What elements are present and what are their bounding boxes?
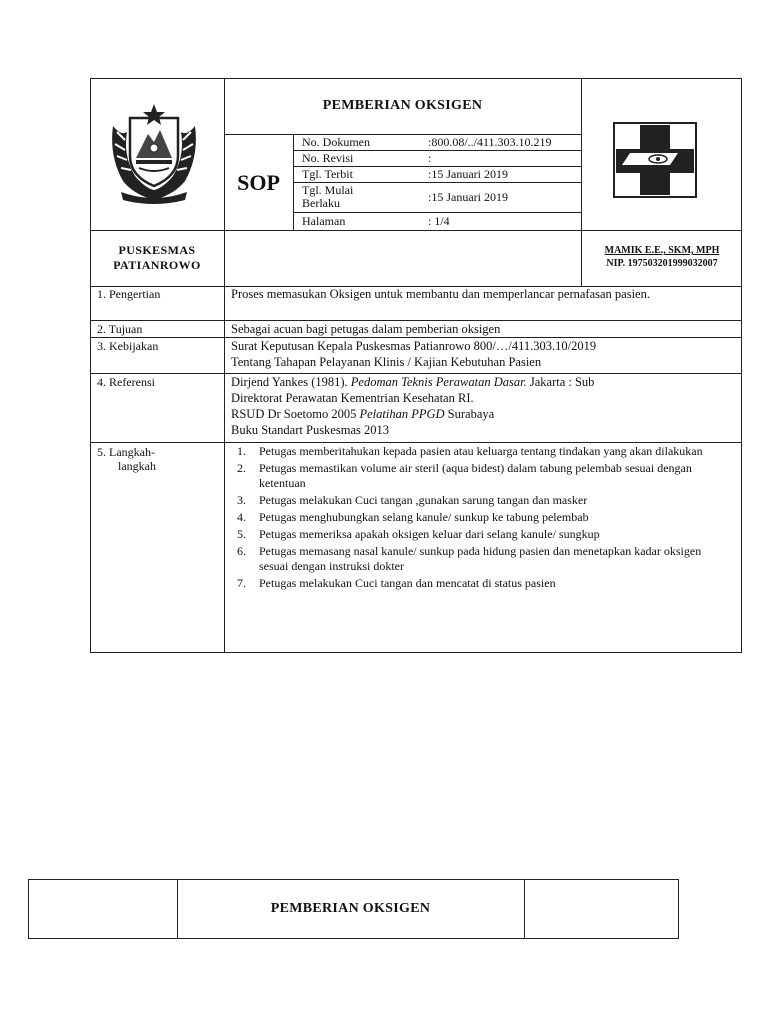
- reference-2-place: Surabaya: [444, 407, 495, 421]
- step-text: Petugas melakukan Cuci tangan ,gunakan sarung tangan dan masker: [259, 493, 588, 507]
- revision-value: :: [428, 151, 432, 165]
- signer-nip: NIP. 197503201999032007: [606, 258, 718, 269]
- step-text: Petugas memastikan volume air steril (aqua bidest) dalam tabung pelembab sesuai dengan ketentuan: [259, 461, 692, 490]
- reference-1-title: Pedoman Teknis Perawatan Dasar.: [350, 375, 527, 389]
- list-item: [225, 493, 730, 508]
- row-text-referensi: [231, 374, 736, 438]
- step-number: 6.: [237, 544, 246, 558]
- step-text: Petugas menghubungkan selang kanule/ sunkup ke tabung pelembab: [259, 510, 589, 524]
- doc-number-label: No. Dokumen: [302, 135, 370, 149]
- step-text: Petugas memasang nasal kanule/ sunkup pada hidung pasien dan menetapkan kadar oksigen sesuai dengan instruksi dokter: [259, 544, 702, 573]
- list-item: [225, 576, 730, 591]
- list-item: [225, 544, 730, 574]
- divider: [90, 442, 742, 443]
- document-title: PEMBERIAN OKSIGEN: [322, 98, 483, 113]
- regional-emblem-logo: [103, 96, 205, 206]
- page-label: Halaman: [302, 214, 346, 228]
- sop-label: SOP: [237, 170, 280, 195]
- step-number: 7.: [237, 576, 246, 590]
- divider: [293, 212, 581, 213]
- step-number: 5.: [237, 527, 246, 541]
- reference-1-place: Jakarta : Sub: [526, 375, 595, 389]
- doc-number-value: :800.08/../411.303.10.219: [428, 135, 552, 149]
- divider: [524, 879, 525, 939]
- reference-2: [231, 406, 736, 422]
- revision-label: No. Revisi: [302, 151, 354, 165]
- row-text-pengertian: Proses memasukan Oksigen untuk membantu dan memperlancar pernafasan pasien.: [231, 287, 650, 301]
- step-text: Petugas memeriksa apakah oksigen keluar dari selang kanule/ sungkup: [259, 527, 600, 541]
- page-value: : 1/4: [428, 214, 450, 228]
- health-cross-logo: [600, 115, 710, 205]
- list-item: [225, 527, 730, 542]
- kebijakan-line-1: Surat Keputusan Kepala Puskesmas Patianrowo 800/…/411.303.10/2019: [231, 339, 597, 353]
- issue-date-label: Tgl. Terbit: [302, 167, 353, 181]
- next-page-title: PEMBERIAN OKSIGEN: [270, 901, 431, 916]
- list-item: [225, 461, 730, 491]
- reference-1-author: Dirjend Yankes (1981).: [231, 375, 351, 389]
- row-text-tujuan: Sebagai acuan bagi petugas dalam pemberian oksigen: [231, 322, 501, 336]
- organization-line-1: PUSKESMAS: [118, 243, 196, 257]
- reference-3: Buku Standart Puskesmas 2013: [231, 423, 389, 437]
- kebijakan-line-2: Tentang Tahapan Pelayanan Klinis / Kajian Kebutuhan Pasien: [231, 355, 542, 369]
- row-label-langkah: [97, 445, 156, 473]
- steps-list-container: [225, 444, 730, 593]
- effective-date-label: Tgl. Mulai Berlaku: [302, 183, 354, 210]
- signer-block: [582, 244, 742, 270]
- step-number: 1.: [237, 444, 246, 458]
- organization-line-2: PATIANROWO: [113, 258, 201, 272]
- step-number: 2.: [237, 461, 246, 475]
- reference-2-title: Pelatihan PPGD: [359, 407, 445, 421]
- row-label-kebijakan: 3. Kebijakan: [97, 339, 159, 353]
- step-text: Petugas memberitahukan kepada pasien atau keluarga tentang tindakan yang akan dilakukan: [259, 444, 703, 458]
- reference-1-line-2: Direktorat Perawatan Kementrian Kesehatan RI.: [231, 391, 474, 405]
- steps-list: [225, 444, 730, 591]
- organization-name: [90, 243, 224, 273]
- langkah-label-line-2: langkah: [118, 459, 156, 473]
- reference-2-author: RSUD Dr Soetomo 2005: [231, 407, 360, 421]
- issue-date-value: :15 Januari 2019: [428, 167, 508, 181]
- row-label-pengertian: 1. Pengertian: [97, 287, 161, 301]
- reference-1: [231, 374, 736, 390]
- step-text: Petugas melakukan Cuci tangan dan mencatat di status pasien: [259, 576, 556, 590]
- step-number: 4.: [237, 510, 246, 524]
- list-item: [225, 510, 730, 525]
- list-item: [225, 444, 730, 459]
- step-number: 3.: [237, 493, 246, 507]
- effective-date-value: :15 Januari 2019: [428, 190, 508, 204]
- divider: [90, 230, 742, 231]
- langkah-label-line-1: 5. Langkah-: [97, 445, 155, 459]
- row-text-kebijakan: [231, 338, 736, 370]
- row-label-referensi: 4. Referensi: [97, 375, 155, 389]
- row-label-tujuan: 2. Tujuan: [97, 322, 143, 336]
- signer-name: MAMIK E.E., SKM, MPH: [604, 245, 720, 256]
